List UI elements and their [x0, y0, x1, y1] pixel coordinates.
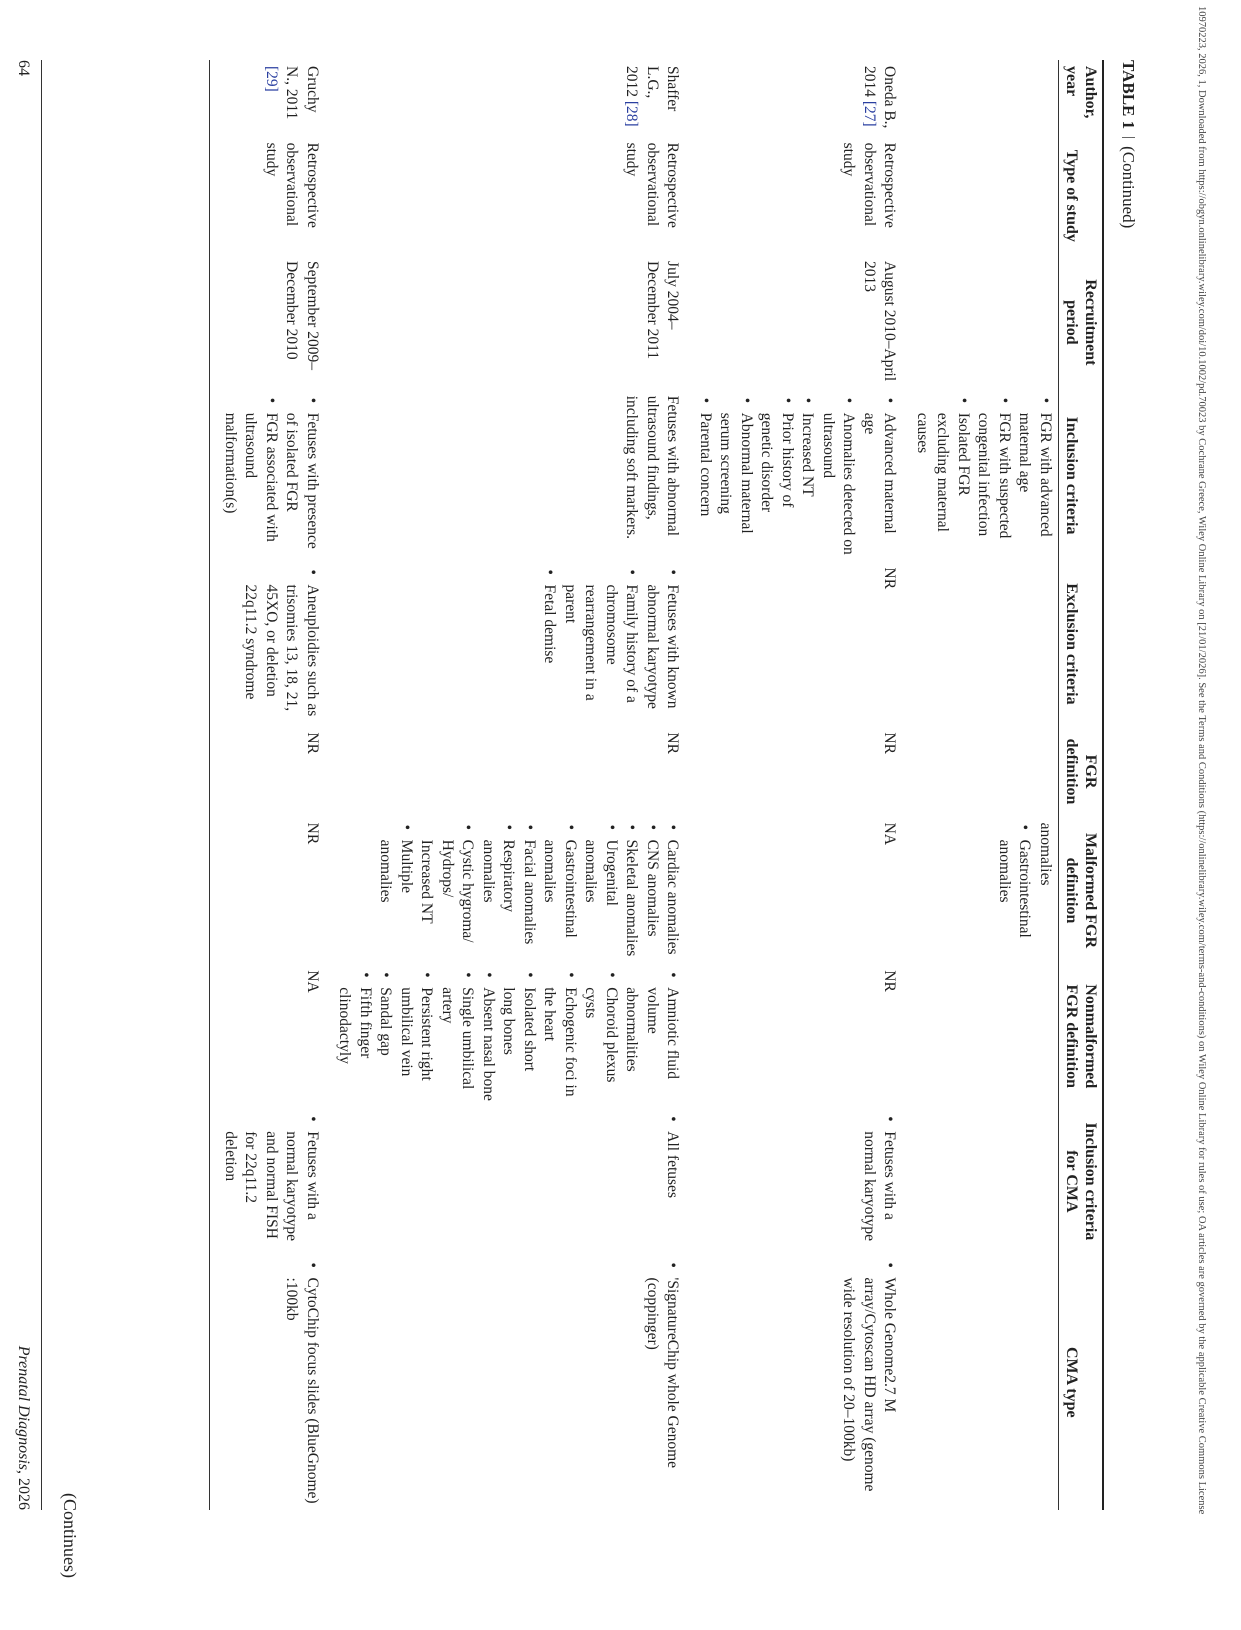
cell-malformed-text: NR [304, 822, 321, 845]
fgr-definition: NR [881, 732, 899, 754]
study-type: Retrospective observational study [263, 142, 321, 228]
page-number: 64 [15, 60, 32, 76]
cell-exclusion [903, 562, 1059, 727]
cell-cma-inclusion-list [859, 1114, 900, 1248]
cell-malformed [210, 817, 325, 965]
table-label: TABLE 1 [1119, 60, 1138, 130]
list-item: • Facial anomalies [519, 823, 540, 959]
list-item: • Prior history of genetic disorder [756, 396, 797, 556]
list-item: • Fetuses with presence of isolated FGR [281, 396, 322, 556]
cell-cma-type-list [281, 1261, 322, 1504]
cell-author [686, 60, 903, 137]
author-name: Gruchy N., 2011 [283, 66, 321, 120]
cell-cma-inclusion [325, 1108, 686, 1254]
cell-cma-inclusion [903, 1108, 1059, 1254]
cell-cma-type [903, 1255, 1059, 1510]
col-header-exclusion: Exclusion criteria [1059, 562, 1104, 727]
cell-type [210, 137, 325, 255]
cell-exclusion [686, 562, 903, 727]
cell-malformed-text: NA [881, 822, 899, 846]
col-header-fgr-definition: FGR definition [1059, 726, 1104, 816]
cell-period [686, 255, 903, 390]
list-item: • Single umbilical artery [437, 970, 478, 1102]
cell-inclusion [903, 390, 1059, 562]
list-item: • Fetuses with known abnormal karyotype [642, 568, 683, 721]
list-item: • Gastrointestinal anomalies [539, 823, 580, 959]
cell-malformed-list [375, 823, 683, 959]
col-header-cma-type: CMA type [1059, 1255, 1104, 1510]
list-item: • Fetal demise [539, 568, 560, 721]
list-item: • Fifth finger clinodactyly [334, 970, 375, 1102]
list-item: • Absent nasal bone [478, 970, 499, 1102]
cell-period [903, 255, 1059, 390]
cell-nonmalformed [686, 964, 903, 1108]
cell-fgr-definition [686, 726, 903, 816]
footer-rule [41, 60, 42, 1510]
list-item: • FGR with advanced maternal age [1014, 396, 1055, 556]
cell-exclusion-list [240, 568, 322, 721]
col-header-author: Author, year [1059, 60, 1104, 137]
journal-year: , 2026 [15, 1470, 32, 1510]
cell-author [903, 60, 1059, 137]
list-item: • Fetuses with a normal karyotype [859, 1114, 900, 1248]
list-item: • Multiple anomalies [375, 823, 416, 959]
list-item: • Isolated FGR excluding maternal causes [912, 396, 974, 556]
list-item: • Choroid plexus cysts [580, 970, 621, 1102]
cell-period [210, 255, 325, 390]
list-item: • Isolated short long bones [498, 970, 539, 1102]
cell-nonmalformed-text: NA [304, 970, 321, 993]
cell-cma-inclusion [686, 1108, 903, 1254]
cell-exclusion-list [539, 568, 683, 721]
list-item: • Whole Genome2.7 M array/Cytoscan HD array (genome wide resolution of 20–100kb) [838, 1261, 900, 1504]
col-header-recruitment: Recruitment period [1059, 255, 1104, 390]
study-type: Retrospective observational study [840, 142, 899, 228]
cell-inclusion-text: Fetuses with abnormal ultrasound findings, including soft markers. [623, 395, 682, 540]
cell-nonmalformed [325, 964, 686, 1108]
cell-nonmalformed [903, 964, 1059, 1108]
cell-inclusion-list [220, 396, 323, 556]
download-notice: 10970223, 2026, 1, Downloaded from https://obgyn.onlinelibrary.wiley.com/doi/10.1002/pd.70023 by Cochrane Greece, Wiley Online Library on [21/01/2026]. See the Terms and Conditions (https://onlinelibrary.wiley.com/terms-and-conditions) on Wiley Online Library for rules of use; OA articles are governed by the applicable Creative Commons License [1196, 6, 1207, 1515]
cell-period [325, 255, 686, 390]
table-row [903, 60, 1059, 1510]
list-item: • All fetuses [662, 1114, 683, 1248]
cell-exclusion [210, 562, 325, 727]
cell-cma-type-list [642, 1261, 683, 1504]
table-caption-suffix: (Continued) [1119, 146, 1138, 229]
cell-cma-inclusion-list [662, 1114, 683, 1248]
cell-type [325, 137, 686, 255]
list-item: • Sandal gap [375, 970, 396, 1102]
reference-link[interactable]: [27] [861, 100, 878, 127]
cell-exclusion [325, 562, 686, 727]
list-item: • Fetuses with a normal karyotype and normal FISH for 22q11.2 deletion [220, 1114, 323, 1248]
table-row [325, 60, 686, 1510]
col-header-nonmalformed: Nonmalformed FGR definition [1059, 964, 1104, 1108]
list-item: • Family history of a chromosome rearrangement in a parent [560, 568, 642, 721]
cell-cma-type [686, 1255, 903, 1510]
cell-inclusion [686, 390, 903, 562]
recruitment-period: July 2004–December 2011 [644, 261, 682, 360]
list-item: • 'SignatureChip whole Genome (coppinger) [642, 1261, 683, 1504]
cell-type [686, 137, 903, 255]
list-item: • Persistent right umbilical vein [396, 970, 437, 1102]
list-item: • Anomalies detected on ultrasound [818, 396, 859, 556]
header-row [1059, 60, 1104, 1510]
list-item: • Respiratory anomalies [478, 823, 519, 959]
table-row [210, 60, 325, 1510]
cell-malformed-list [994, 823, 1035, 959]
study-table [210, 60, 1105, 1510]
author-name: Oneda B., 2014 [861, 66, 899, 129]
list-item: • Gastrointestinal anomalies [994, 823, 1035, 959]
cell-nonmalformed-list [334, 970, 683, 1102]
col-header-malformed: Malformed FGR definition [1059, 817, 1104, 965]
continues-note: (Continues) [60, 1493, 80, 1578]
list-item: • FGR with suspected congenital infection [973, 396, 1014, 556]
cell-cma-type [210, 1255, 325, 1510]
cell-malformed [903, 817, 1059, 965]
cell-fgr-definition [903, 726, 1059, 816]
cell-cma-type [325, 1255, 686, 1510]
cell-nonmalformed [210, 964, 325, 1108]
list-item: • Skeletal anomalies [621, 823, 642, 959]
list-item: • Amniotic fluid volume abnormalities [621, 970, 683, 1102]
cell-malformed [686, 817, 903, 965]
cell-fgr-definition [210, 726, 325, 816]
cell-fgr-definition [325, 726, 686, 816]
cell-inclusion [325, 390, 686, 562]
list-item: • Cardiac anomalies [662, 823, 683, 959]
list-item: • CNS anomalies [642, 823, 663, 959]
cell-inclusion-list [695, 396, 900, 556]
cell-cma-inclusion-list [220, 1114, 323, 1248]
cell-cma-inclusion [210, 1108, 325, 1254]
reference-link[interactable]: [28] [623, 100, 641, 127]
study-type: Retrospective observational study [623, 142, 682, 228]
list-item: • Parental concern [695, 396, 716, 556]
journal-name: Prenatal Diagnosis [15, 1345, 32, 1470]
cell-inclusion [210, 390, 325, 562]
cell-author [210, 60, 325, 137]
col-header-cma-inclusion: Inclusion criteria for CMA [1059, 1108, 1104, 1254]
reference-link[interactable]: [29] [263, 66, 280, 92]
fgr-definition: NR [304, 732, 321, 754]
cell-malformed-text: anomalies [1037, 822, 1054, 886]
author-name: Shaffer L.G., 2012 [623, 66, 682, 112]
list-item: • CytoChip focus slides (BlueGnome) :100kb [281, 1261, 322, 1504]
cell-nonmalformed-text: NR [881, 970, 899, 992]
list-item: • Cystic hygroma/ Hydrops/ Increased NT [416, 823, 478, 959]
recruitment-period: August 2010–April 2013 [861, 261, 899, 382]
cell-malformed [325, 817, 686, 965]
list-item: • Aneuploidies such as trisomies 13, 18, 21, 45XO, or deletion 22q11.2 syndrome [240, 568, 322, 721]
list-item: • FGR associated with ultrasound malformation(s) [220, 396, 282, 556]
cell-cma-type-list [838, 1261, 900, 1504]
list-item: • Echogenic foci in the heart [539, 970, 580, 1102]
list-item: • Increased NT [797, 396, 818, 556]
cell-inclusion-list [912, 396, 1056, 556]
journal-footer [14, 1346, 32, 1510]
table-row [686, 60, 903, 1510]
cell-type [903, 137, 1059, 255]
col-header-type: Type of study [1059, 137, 1104, 255]
list-item: • Urogenital anomalies [580, 823, 621, 959]
recruitment-period: September 2009–December 2010 [283, 261, 321, 370]
cell-exclusion-text: NR [881, 567, 899, 590]
rotated-page [8, 60, 1138, 1590]
list-item: • Advanced maternal age [859, 396, 900, 556]
cell-author [325, 60, 686, 137]
fgr-definition: NR [664, 732, 682, 754]
table-caption [1118, 60, 1138, 228]
col-header-inclusion: Inclusion criteria [1059, 390, 1104, 562]
list-item: • Abnormal maternal serum screening [715, 396, 756, 556]
